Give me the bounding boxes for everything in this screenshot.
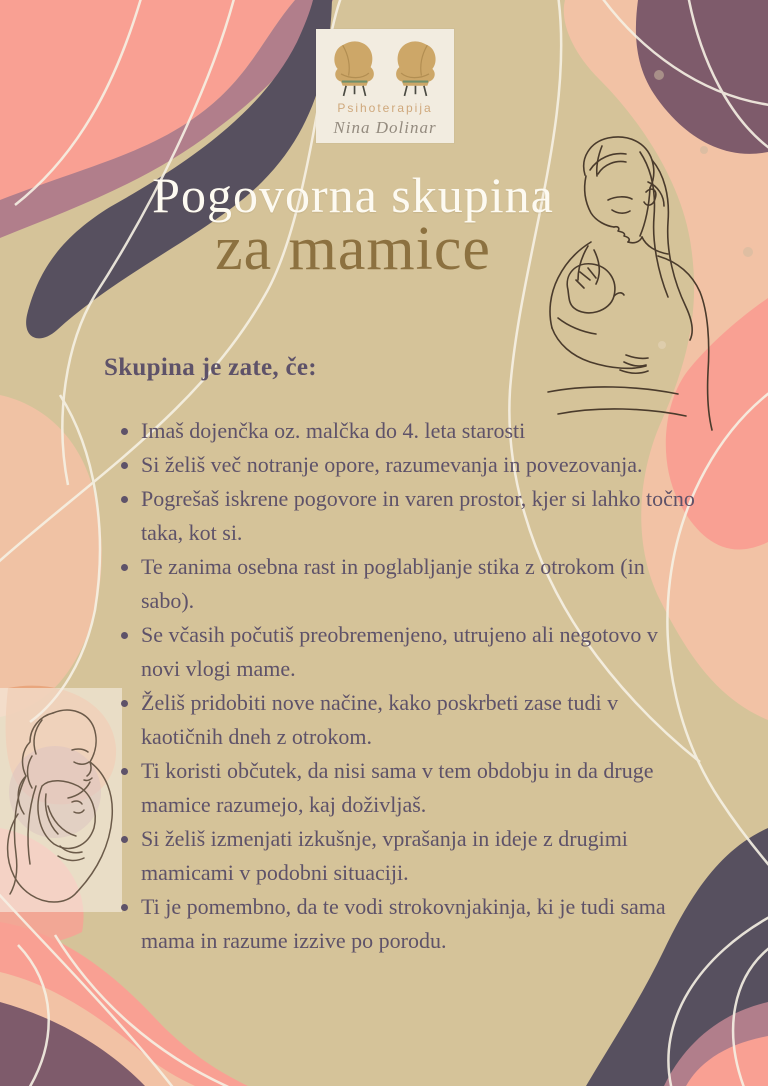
- bullet-dot: [121, 700, 128, 707]
- title-line-2: za mamice: [215, 215, 491, 283]
- list-item-text: Si želiš izmenjati izkušnje, vprašanja in ideje z drugimi mamicami v podobni situaciji.: [141, 826, 628, 885]
- list-item-text: Pogrešaš iskrene pogovore in varen prostor, kjer si lahko točno taka, kot si.: [141, 486, 695, 545]
- bullet-dot: [121, 768, 128, 775]
- armchair-left: [334, 41, 373, 96]
- list-item: [121, 890, 696, 958]
- bullet-dot: [121, 428, 128, 435]
- list-item: [121, 618, 696, 686]
- list-item-text: Si želiš več notranje opore, razumevanja in povezovanja.: [141, 452, 643, 477]
- section-heading: Skupina je zate, če:: [104, 354, 317, 381]
- list-item-text: Imaš dojenčka oz. malčka do 4. leta starosti: [141, 418, 526, 443]
- list-item: [121, 414, 696, 448]
- brand-owner-signature: Nina Dolinar: [333, 118, 437, 137]
- bullet-dot: [121, 564, 128, 571]
- list-item-text: Želiš pridobiti nove načine, kako poskrbeti zase tudi v kaotičnih dneh z otrokom.: [141, 690, 619, 749]
- list-item: [121, 550, 696, 618]
- two-armchairs-icon: [330, 35, 440, 101]
- list-item-text: Ti je pomembno, da te vodi strokovnjakinja, ki je tudi sama mama in razume izzive po porodu.: [141, 894, 666, 953]
- list-item: [121, 686, 696, 754]
- poster-title: [8, 168, 698, 283]
- list-item: [121, 822, 696, 890]
- mother-embracing-child-illustration: [2, 686, 128, 914]
- bullet-dot: [121, 632, 128, 639]
- armchair-right: [396, 41, 435, 96]
- bullet-dot: [121, 836, 128, 843]
- list-item: [121, 448, 696, 482]
- brand-name: Psihoterapija: [337, 101, 433, 115]
- list-item: [121, 482, 696, 550]
- list-item-text: Se včasih počutiš preobremenjeno, utrujeno ali negotovo v novi vlogi mame.: [141, 622, 658, 681]
- list-item-text: Te zanima osebna rast in poglabljanje stika z otrokom (in sabo).: [141, 554, 645, 613]
- list-item: [121, 754, 696, 822]
- bullet-dot: [121, 904, 128, 911]
- title-line-1: Pogovorna skupina: [152, 167, 554, 223]
- benefits-list: [121, 414, 696, 958]
- list-item-text: Ti koristi občutek, da nisi sama v tem obdobju in da druge mamice razumejo, kaj doživljaš.: [141, 758, 654, 817]
- bullet-dot: [121, 462, 128, 469]
- brand-logo: [316, 29, 454, 143]
- bullet-dot: [121, 496, 128, 503]
